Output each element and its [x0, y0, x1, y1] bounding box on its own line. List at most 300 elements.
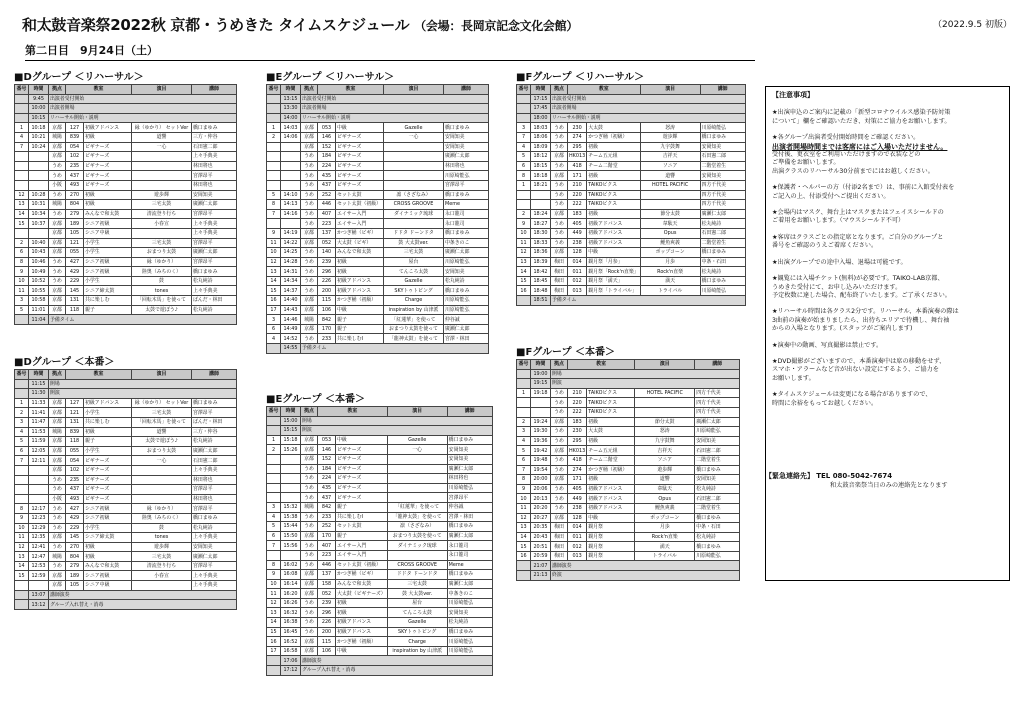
- cell-number: 8: [517, 171, 531, 181]
- cell-time: 15:26: [281, 445, 301, 455]
- cell-number: 1: [517, 388, 531, 398]
- table-row: [267, 627, 493, 637]
- table-row: [267, 560, 493, 570]
- cell-class: 親子: [336, 502, 388, 512]
- table-row: [267, 474, 493, 484]
- table-row: [267, 276, 489, 286]
- cell-time: 12:41: [29, 542, 49, 552]
- cell-program: 吉祥天: [635, 446, 695, 456]
- cell-number: 12: [267, 598, 281, 608]
- table-row: [267, 445, 493, 455]
- table-row: [517, 276, 746, 286]
- section-f-rehearsal: [516, 72, 746, 306]
- cell-program: 「龍神太鼓」を使って: [384, 334, 444, 344]
- cell-instructor: 上々手典美: [192, 581, 237, 591]
- table-row: [517, 523, 740, 533]
- table-row: [15, 276, 237, 286]
- cell-time: 18:03: [531, 123, 551, 133]
- cell-base: 京都: [551, 475, 568, 485]
- cell-number: 7: [267, 541, 281, 551]
- cell-code: 145: [66, 286, 84, 296]
- table-row: [267, 248, 489, 258]
- note-line: ご記入の上、付添受付へご提出ください。: [772, 192, 890, 200]
- column-header: 講師: [695, 360, 740, 370]
- cell-code: 127: [66, 398, 84, 408]
- cell-program: 太鼓で遊ぼう♪: [132, 437, 192, 447]
- cell-number: 9: [517, 484, 531, 494]
- cell-program: 韋駄天: [640, 219, 700, 229]
- cell-program: 鯉魚爽義: [635, 503, 695, 513]
- cell-class: 初級: [587, 142, 640, 152]
- cell-class: チーム二階堂: [587, 455, 635, 465]
- cell-instructor: 廣瀬仁太郎: [444, 248, 489, 258]
- cell-note: 開演: [49, 389, 237, 399]
- note-line: 番号をご確認のうえご着席ください。: [772, 242, 878, 250]
- cell-instructor: 川原崎能弘: [444, 171, 489, 181]
- cell-code: 115: [318, 637, 336, 647]
- note-line: スマホ・アラームなど音が出ない設定にするよう、ご協力を: [772, 366, 939, 374]
- cell-program: Gazelle: [387, 618, 447, 628]
- cell-time: 19:54: [531, 465, 551, 475]
- cell-instructor: 石田憲二郎: [192, 142, 237, 152]
- table-row: [267, 656, 493, 666]
- cell-program: [387, 493, 447, 503]
- table-row: [267, 589, 493, 599]
- cell-number: 4: [15, 427, 29, 437]
- cell-class: 初級アドバンス: [84, 398, 132, 408]
- cell-program: 道響: [132, 132, 192, 142]
- table-row: [517, 219, 746, 229]
- cell-number: 3: [267, 315, 281, 325]
- table-row: [267, 522, 493, 532]
- table-row: [517, 94, 746, 104]
- cell-class: 初級: [84, 132, 132, 142]
- cell-base: うめ: [551, 180, 568, 190]
- table-row: [15, 398, 237, 408]
- cell-code: 437: [66, 485, 84, 495]
- cell-base: 京都: [301, 646, 318, 656]
- cell-instructor: 三方・仲谷: [192, 132, 237, 142]
- cell-base: うめ: [49, 485, 66, 495]
- cell-class: 初級: [336, 608, 388, 618]
- cell-base: うめ: [301, 286, 318, 296]
- cell-instructor: 林田将也: [444, 161, 489, 171]
- cell-code: 146: [318, 132, 336, 142]
- column-header: 演目: [387, 407, 447, 417]
- cell-code: 235: [66, 475, 84, 485]
- note-line: について」欄をご確認いただき、対策にご協力をお願いします。: [772, 117, 951, 125]
- cell-base: 京都: [301, 132, 318, 142]
- table-row: [267, 219, 489, 229]
- cell-code: 223: [318, 219, 336, 229]
- column-header: 演目: [132, 370, 192, 380]
- cell-time: 20:43: [531, 532, 551, 542]
- table-row: [517, 113, 746, 123]
- cell-instructor: 宮澤昂平: [444, 180, 489, 190]
- cell-program: [640, 200, 700, 210]
- cell-class: 初級: [336, 257, 384, 267]
- table-row: [15, 571, 237, 581]
- cell-instructor: 川原崎能弘: [444, 296, 489, 306]
- cell-instructor: 橋口まゆみ: [444, 286, 489, 296]
- cell-time: 11:53: [29, 427, 49, 437]
- cell-code: 295: [568, 142, 587, 152]
- cell-code: 184: [318, 152, 336, 162]
- cell-time: 13:30: [281, 104, 301, 114]
- cell-time: [281, 550, 301, 560]
- schedule-table: [516, 359, 740, 581]
- cell-number: [517, 113, 531, 123]
- cell-program: 九宇鼓舞: [635, 436, 695, 446]
- cell-base: うめ: [301, 483, 318, 493]
- cell-program: [132, 180, 192, 190]
- cell-code: 189: [66, 219, 84, 229]
- table-row: [267, 666, 493, 676]
- cell-instructor: 廣瀬仁太郎: [700, 209, 745, 219]
- cell-class: シニア初級: [84, 267, 132, 277]
- column-header: 拠点: [551, 360, 568, 370]
- note-line: ★各グループ出演者受付開始時間をご確認ください。: [772, 134, 920, 142]
- cell-time: 16:32: [281, 608, 301, 618]
- cell-time: 11:01: [29, 305, 49, 315]
- cell-number: 6: [15, 446, 29, 456]
- cell-code: 054: [66, 456, 84, 466]
- cell-code: 274: [568, 132, 587, 142]
- table-row: [267, 296, 489, 306]
- cell-class: 初級: [84, 552, 132, 562]
- cell-instructor: Meme: [447, 560, 492, 570]
- cell-base: うめ: [49, 513, 66, 523]
- cell-class: かつぎ桶（ビギ）: [336, 570, 388, 580]
- cell-program: [132, 485, 192, 495]
- cell-class: 小学生: [84, 248, 132, 258]
- cell-program: 一心: [132, 142, 192, 152]
- cell-code: 407: [318, 541, 336, 551]
- cell-program: [384, 180, 444, 190]
- cell-class: 観月祭「トライバル」: [587, 286, 640, 296]
- cell-base: うめ: [301, 334, 318, 344]
- table-row: [517, 296, 746, 306]
- cell-base: うめ: [49, 475, 66, 485]
- cell-class: みんなで和太鼓: [336, 248, 384, 258]
- cell-program: [387, 454, 447, 464]
- cell-instructor: 松丸純詩: [444, 276, 489, 286]
- cell-program: 鼓 大太鼓ver.: [387, 589, 447, 599]
- cell-note: 出演者受付開始: [301, 94, 489, 104]
- cell-base: 梅田: [551, 257, 568, 267]
- cell-code: 839: [66, 427, 84, 437]
- cell-instructor: 橋口まゆみ: [192, 513, 237, 523]
- cell-number: 1: [267, 123, 281, 133]
- cell-class: 初級: [84, 542, 132, 552]
- cell-code: 013: [568, 551, 587, 561]
- cell-instructor: 松丸純詩: [695, 484, 740, 494]
- cell-time: 19:15: [531, 379, 551, 389]
- table-row: [267, 426, 493, 436]
- cell-program: Charge: [387, 637, 447, 647]
- cell-number: 5: [15, 305, 29, 315]
- cell-class: かつぎ桶（初級）: [336, 637, 388, 647]
- cell-code: 230: [568, 427, 587, 437]
- cell-instructor: 四方千代美: [700, 190, 745, 200]
- column-header: 教室: [568, 85, 641, 95]
- cell-instructor: 安岡知美: [700, 142, 745, 152]
- cell-base: 京都: [49, 398, 66, 408]
- cell-instructor: 宮澤昂平: [192, 408, 237, 418]
- cell-class: 初級: [336, 598, 388, 608]
- cell-number: 13: [267, 267, 281, 277]
- cell-number: [267, 656, 281, 666]
- cell-instructor: 橋口まゆみ: [447, 627, 492, 637]
- cell-base: 京都: [49, 571, 66, 581]
- cell-class: シニア初級: [84, 504, 132, 514]
- cell-class: 大太鼓（ビギナーズ）: [337, 590, 386, 597]
- cell-class: 初級: [587, 436, 635, 446]
- cell-instructor: 中条・石田: [695, 523, 740, 533]
- cell-code: 184: [318, 464, 336, 474]
- table-row: [267, 435, 493, 445]
- cell-time: 19:00: [531, 369, 551, 379]
- column-header: 時間: [281, 85, 301, 95]
- cell-program: 九宇鼓舞: [640, 142, 700, 152]
- table-row: [267, 454, 493, 464]
- cell-base: 京都: [49, 408, 66, 418]
- cell-class: 初級アドバンス: [587, 238, 640, 248]
- cell-instructor: 永口龍司: [444, 209, 489, 219]
- cell-class: 初級: [84, 190, 132, 200]
- column-header: 番号: [517, 85, 531, 95]
- cell-base: うめ: [551, 484, 568, 494]
- cell-time: 19:36: [531, 436, 551, 446]
- cell-instructor: 川原崎能弘: [447, 483, 492, 493]
- cell-number: [267, 550, 281, 560]
- cell-time: 15:15: [281, 426, 301, 436]
- table-row: [517, 132, 746, 142]
- cell-base: 京都: [301, 570, 318, 580]
- cell-program: 一心: [387, 445, 447, 455]
- cell-time: 10:37: [29, 219, 49, 229]
- cell-code: 137: [318, 570, 336, 580]
- cell-class: 共に楽しむⅠ: [336, 334, 384, 344]
- cell-class: 中級: [336, 646, 388, 656]
- table-row: [15, 437, 237, 447]
- column-header: 番号: [15, 85, 29, 95]
- cell-number: 10: [15, 276, 29, 286]
- cell-base: うめ: [301, 512, 318, 522]
- table-row: [15, 200, 237, 210]
- cell-number: [267, 416, 281, 426]
- cell-base: うめ: [301, 161, 318, 171]
- cell-program: 三宅太鼓: [132, 552, 192, 562]
- cell-instructor: 石田憲二郎: [700, 152, 745, 162]
- cell-code: 102: [66, 152, 84, 162]
- cell-instructor: 廣瀬仁太郎: [444, 324, 489, 334]
- cell-base: うめ: [301, 209, 318, 219]
- cell-time: 16:52: [281, 637, 301, 647]
- cell-base: うめ: [551, 123, 568, 133]
- cell-time: 12:53: [29, 561, 49, 571]
- cell-code: 239: [318, 598, 336, 608]
- cell-class: エイサー入門: [336, 550, 388, 560]
- note-line: 3曲前の演奏が始まりましたら、出待ちエリアで待機し、舞台袖: [772, 316, 950, 324]
- cell-time: 10:28: [29, 190, 49, 200]
- cell-number: [267, 113, 281, 123]
- cell-time: 21:07: [531, 561, 551, 571]
- column-header: 教室: [66, 370, 132, 380]
- cell-time: 14:43: [281, 305, 301, 315]
- cell-number: [15, 94, 29, 104]
- cell-base: うめ: [551, 161, 568, 171]
- cell-time: 18:33: [531, 238, 551, 248]
- table-row: [15, 113, 237, 123]
- cell-time: 19:42: [531, 446, 551, 456]
- table-row: [517, 542, 740, 552]
- cell-note: 講師演奏: [49, 590, 237, 600]
- cell-number: 6: [517, 455, 531, 465]
- cell-instructor: 川原崎能弘: [447, 598, 492, 608]
- cell-time: 18:27: [531, 219, 551, 229]
- cell-instructor: 林田将也: [192, 475, 237, 485]
- cell-time: [531, 407, 551, 417]
- column-header: 教室: [318, 85, 384, 95]
- cell-code: 200: [318, 627, 336, 637]
- cell-code: 437: [66, 171, 84, 181]
- note-item: [772, 134, 1003, 176]
- cell-instructor: 林田将也: [192, 180, 237, 190]
- cell-number: 12: [267, 257, 281, 267]
- cell-program: 縁（ゆかり） セットVer: [132, 123, 192, 133]
- table-row: [15, 485, 237, 495]
- cell-class: エイサー入門: [336, 219, 384, 229]
- cell-time: 18:24: [531, 209, 551, 219]
- cell-base: うめ: [301, 152, 318, 162]
- cell-time: 16:58: [281, 646, 301, 656]
- cell-class: ビギナーズ: [84, 494, 132, 504]
- cell-code: 210: [568, 180, 587, 190]
- cell-program: tones: [132, 533, 192, 543]
- cell-code: 493: [66, 180, 84, 190]
- cell-base: うめ: [49, 276, 66, 286]
- cell-base: 京都: [49, 123, 66, 133]
- note-line: ★演奏中の動画、写真撮影は禁止です。: [772, 341, 883, 349]
- cell-number: 5: [517, 152, 531, 162]
- cell-code: 435: [318, 483, 336, 493]
- cell-number: 7: [517, 465, 531, 475]
- cell-instructor: 橋口まゆみ: [700, 248, 745, 258]
- cell-base: 京都: [301, 296, 318, 306]
- cell-instructor: 橋口まゆみ: [447, 435, 492, 445]
- cell-class: ビギナーズ: [336, 142, 384, 152]
- cell-base: うめ: [49, 161, 66, 171]
- cell-instructor: 石田憲二郎: [192, 456, 237, 466]
- cell-program: 月歩: [635, 523, 695, 533]
- cell-time: [29, 465, 49, 475]
- cell-class: TAIKOピクス: [587, 388, 635, 398]
- cell-instructor: 宮澤・林田: [447, 512, 492, 522]
- cell-code: 106: [318, 305, 336, 315]
- cell-number: 13: [15, 200, 29, 210]
- table-row: [267, 579, 493, 589]
- column-header: 演目: [635, 360, 695, 370]
- cell-code: 014: [568, 523, 587, 533]
- cell-instructor: 二階堂着生: [700, 238, 745, 248]
- cell-time: 18:12: [531, 152, 551, 162]
- cell-code: 189: [66, 571, 84, 581]
- cell-class: 大太鼓: [587, 123, 640, 133]
- table-row: [15, 257, 237, 267]
- cell-program: おまつり太鼓: [132, 248, 192, 258]
- column-header: 演目: [384, 85, 444, 95]
- cell-code: 140: [318, 248, 336, 258]
- note-item: [772, 234, 1003, 251]
- cell-code: 252: [318, 522, 336, 532]
- cell-instructor: 上々手典美: [192, 465, 237, 475]
- cell-time: 12:35: [29, 533, 49, 543]
- cell-base: 城陽: [49, 200, 66, 210]
- cell-number: [517, 369, 531, 379]
- note-item: [772, 342, 1003, 350]
- cell-program: 小春宣: [132, 219, 192, 229]
- cell-time: 10:58: [29, 296, 49, 306]
- cell-time: 10:18: [29, 123, 49, 133]
- table-row: [517, 398, 740, 408]
- cell-class: ビギナーズ: [84, 171, 132, 181]
- cell-number: 14: [267, 276, 281, 286]
- table-row: [267, 180, 489, 190]
- document-title: 和太鼓音楽祭2022秋 京都・うめきた タイムスケジュール （会場：長岡京記念文化会館）: [22, 16, 579, 34]
- cell-base: うめ: [301, 219, 318, 229]
- column-header: 講師: [444, 85, 489, 95]
- table-row: [267, 238, 489, 248]
- cell-instructor: 中条きのこ: [444, 238, 489, 248]
- table-row: [267, 541, 493, 551]
- cell-instructor: 廣瀬仁太郎: [447, 531, 492, 541]
- column-header: 教室: [318, 407, 388, 417]
- cell-instructor: 橋口まゆみ: [700, 132, 745, 142]
- cell-note: 出演者開場: [49, 104, 237, 114]
- cell-base: うめ: [49, 171, 66, 181]
- cell-code: 427: [66, 504, 84, 514]
- table-row: [15, 94, 237, 104]
- cell-base: 京都: [301, 435, 318, 445]
- cell-class: 初級アドバンス: [587, 503, 635, 513]
- cell-class: ビギナーズ: [336, 483, 388, 493]
- cell-number: [267, 180, 281, 190]
- cell-time: 15:32: [281, 502, 301, 512]
- cell-base: うめ: [551, 238, 568, 248]
- table-row: [267, 598, 493, 608]
- cell-base: 城陽: [49, 132, 66, 142]
- table-row: [267, 502, 493, 512]
- note-item: [772, 308, 1003, 333]
- cell-time: [281, 493, 301, 503]
- cell-code: 296: [318, 608, 336, 618]
- cell-code: 429: [66, 267, 84, 277]
- cell-program: Opus: [640, 228, 700, 238]
- cell-program: [132, 475, 192, 485]
- cell-program: SKYトゥトピング: [387, 627, 447, 637]
- cell-time: [29, 475, 49, 485]
- cell-number: [517, 379, 531, 389]
- cell-instructor: 二階堂着生: [700, 161, 745, 171]
- cell-time: 14:06: [281, 132, 301, 142]
- cell-code: 239: [318, 257, 336, 267]
- cell-instructor: ばんだ・林田: [192, 417, 237, 427]
- table-row: [15, 427, 237, 437]
- cell-number: 10: [267, 579, 281, 589]
- cell-code: 152: [318, 454, 336, 464]
- cell-time: 17:45: [531, 104, 551, 114]
